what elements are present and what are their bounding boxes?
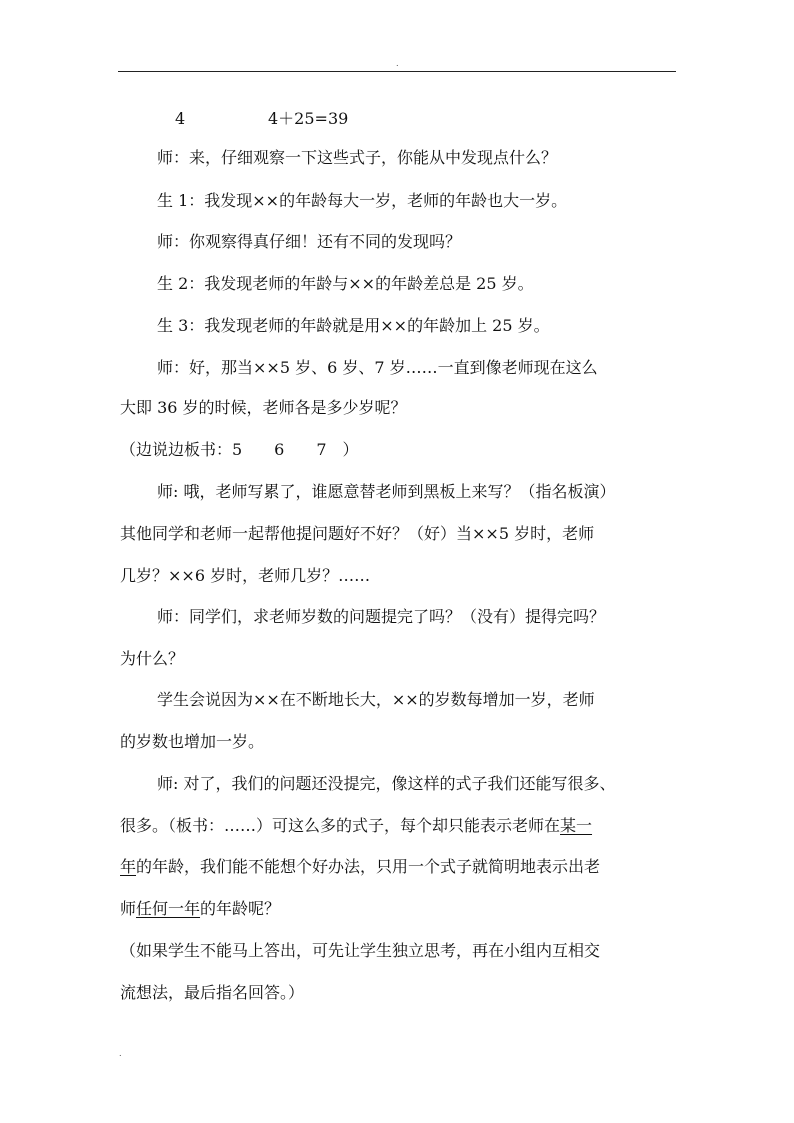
text-segment: 的年龄，我们能不能想个好办法，只用一个式子就简明地表示出老	[136, 857, 601, 876]
text-segment: 师	[120, 899, 137, 918]
paragraph-teacher-6-line-3	[120, 856, 680, 878]
paragraph-teacher-3-line-1: 师：好，那当××5 岁、6 岁、7 岁……一直到像老师现在这么	[157, 358, 598, 377]
paragraph-teacher-5-line-2: 为什么？	[120, 649, 185, 668]
paragraph-teacher-6-line-2	[120, 815, 680, 837]
teaching-note-line-1: （如果学生不能马上答出，可先让学生独立思考，再在小组内互相交	[120, 941, 601, 960]
text-segment: 很多。（板书：……）可这么多的式子，每个却只能表示老师在	[120, 816, 561, 835]
paragraph-student-1: 生 1：我发现××的年龄每大一岁，老师的年龄也大一岁。	[157, 191, 568, 210]
paragraph-teacher-1: 师：来，仔细观察一下这些式子，你能从中发现点什么？	[157, 148, 558, 167]
paragraph-teacher-4-line-2: 其他同学和老师一起帮他提问题好不好？（好）当××5 岁时，老师	[120, 524, 595, 543]
teaching-note-line-2: 流想法，最后指名回答。）	[120, 983, 305, 1002]
text-segment: 的年龄呢？	[200, 899, 281, 918]
header-rule	[118, 71, 676, 72]
paragraph-teacher-2: 师：你观察得真仔细！还有不同的发现吗？	[157, 232, 462, 251]
paragraph-teacher-4-line-3: 几岁？××6 岁时，老师几岁？……	[120, 566, 371, 585]
underlined-text: 某一	[560, 816, 593, 835]
paragraph-student-2: 生 2：我发现老师的年龄与××的年龄差总是 25 岁。	[157, 274, 534, 293]
paragraph-teacher-5-line-1: 师：同学们，求老师岁数的问题提完了吗？（没有）提得完吗？	[157, 607, 606, 626]
paragraph-teacher-6-line-1: 师: 对了，我们的问题还没提完，像这样的式子我们还能写很多、	[157, 774, 616, 793]
board-note: （边说边板书：5 6 7 ）	[120, 440, 359, 459]
paragraph-teacher-6-line-4	[120, 898, 680, 920]
paragraph-teacher-4-line-1: 师: 哦，老师写累了，谁愿意替老师到黑板上来写？（指名板演）	[157, 482, 616, 501]
equation-right: 4＋25=39	[268, 109, 349, 128]
paragraph-student-3: 生 3：我发现老师的年龄就是用××的年龄加上 25 岁。	[157, 316, 550, 335]
paragraph-teacher-3-line-2: 大即 36 岁的时候，老师各是多少岁呢？	[120, 398, 407, 417]
header-mark: .	[396, 59, 399, 68]
footer-mark: .	[119, 1049, 122, 1058]
equation-left: 4	[175, 109, 186, 128]
paragraph-students-line-1: 学生会说因为××在不断地长大，××的岁数每增加一岁，老师	[157, 690, 595, 709]
paragraph-students-line-2: 的岁数也增加一岁。	[120, 732, 265, 751]
underlined-text: 年	[120, 857, 137, 876]
underlined-text: 任何一年	[136, 899, 201, 918]
